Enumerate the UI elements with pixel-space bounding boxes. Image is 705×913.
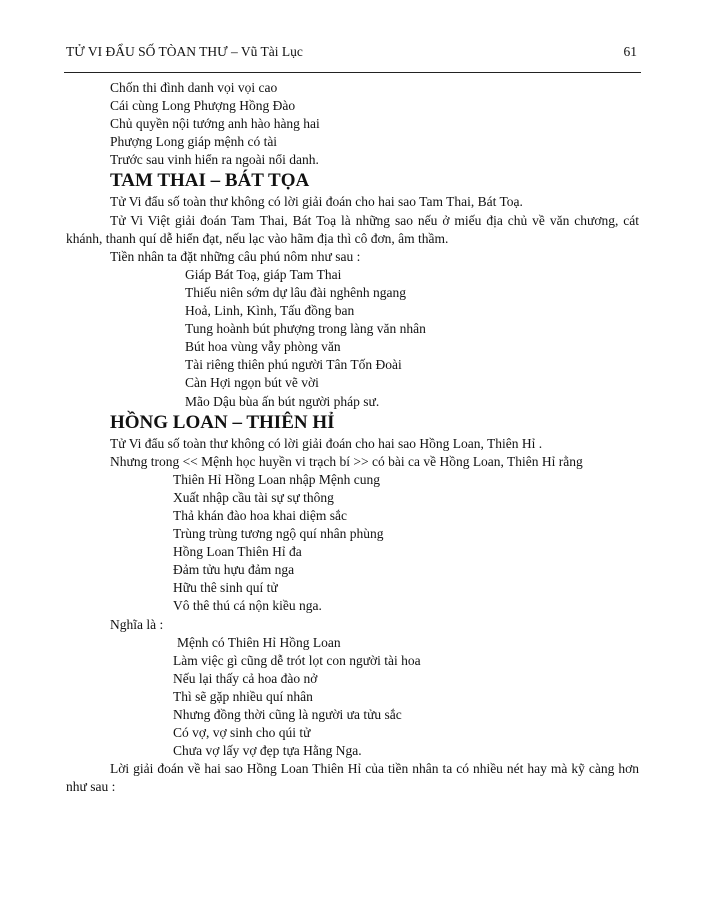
- page-header: [66, 42, 639, 62]
- verse-line: Càn Hợi ngọn bút vẽ vời: [185, 375, 319, 391]
- intro-verse: [66, 79, 639, 169]
- header-rule: [64, 72, 641, 73]
- paragraph: [66, 212, 639, 248]
- verse-line: Nhưng đồng thời cũng là người ưa tửu sắc: [173, 707, 402, 722]
- verse-line: Thả khán đào hoa khai diệm sắc: [173, 507, 347, 523]
- meaning-verse-block: [66, 634, 639, 761]
- verse-line: Trước sau vinh hiển ra ngoài nổi danh.: [110, 152, 319, 168]
- header-title: TỬ VI ĐẨU SỐ TÒAN THƯ – Vũ Tài Lục: [66, 44, 303, 59]
- verse-line: Thiếu niên sớm dự lâu đài nghênh ngang: [185, 284, 407, 300]
- verse-line: Tung hoành bút phượng trong làng văn nhân: [185, 321, 426, 337]
- verse-line: Có vợ, vợ sinh cho qúi tử: [173, 725, 311, 741]
- verse-block: [66, 266, 639, 411]
- verse-line: Cái cùng Long Phượng Hồng Đào: [110, 98, 296, 114]
- verse-line: Chủ quyền nội tướng anh hào hàng hai: [110, 116, 320, 132]
- section-heading-tam-thai: TAM THAI – BÁT TỌA: [110, 170, 310, 192]
- paragraph-line: Nhưng trong << Mệnh học huyền vi trạch bí >> có bài ca về Hồng Loan, Thiên Hỉ rằng: [110, 453, 583, 469]
- verse-line: Thiên Hỉ Hồng Loan nhập Mệnh cung: [173, 471, 380, 487]
- verse-block: [66, 471, 639, 616]
- paragraph-text: Lời giải đoán về hai sao Hồng Loan Thiên Hỉ của tiền nhân ta có nhiều nét hay mà kỹ càng hơn như sau :: [66, 761, 639, 795]
- verse-line: Đảm tửu hựu đảm nga: [173, 562, 295, 578]
- verse-line: Tài riêng thiên phú người Tân Tốn Đoài: [185, 357, 402, 373]
- verse-line: Mệnh có Thiên Hỉ Hồng Loan: [177, 634, 341, 650]
- verse-line: Trùng trùng tương ngộ quí nhân phùng: [173, 526, 384, 542]
- page-body: [66, 79, 639, 796]
- page-number: 61: [623, 44, 637, 59]
- verse-line: Mão Dậu bùa ấn bút người pháp sư.: [185, 393, 380, 409]
- verse-line: Vô thê thú cá nộn kiều nga.: [173, 598, 322, 614]
- meaning-label: Nghĩa là :: [110, 616, 164, 632]
- verse-line: Xuất nhập cầu tài sự sự thông: [173, 489, 334, 505]
- verse-line: Phượng Long giáp mệnh có tài: [110, 134, 278, 150]
- verse-line: Chốn thi đình danh vọi vọi cao: [110, 80, 278, 95]
- paragraph-line: Tử Vi đẩu số toàn thư không có lời giải đoán cho hai sao Tam Thai, Bát Toạ.: [110, 194, 523, 210]
- verse-line: Hoả, Linh, Kình, Tấu đồng ban: [185, 303, 355, 319]
- paragraph-line: Tiền nhân ta đặt những câu phú nôm như sau :: [110, 248, 361, 264]
- closing-paragraph: [66, 760, 639, 796]
- verse-line: Nếu lại thấy cả hoa đào nở: [173, 670, 318, 686]
- verse-line: Thì sẽ gặp nhiều quí nhân: [173, 688, 313, 704]
- paragraph-line: Tử Vi đẩu số toàn thư không có lời giải đoán cho hai sao Hồng Loan, Thiên Hỉ .: [110, 435, 543, 451]
- verse-line: Hồng Loan Thiên Hỉ đa: [173, 544, 302, 560]
- verse-line: Làm việc gì cũng dễ trót lọt con người tài hoa: [173, 652, 421, 668]
- verse-line: Chưa vợ lấy vợ đẹp tựa Hằng Nga.: [173, 743, 362, 759]
- verse-line: Hữu thê sinh quí tử: [173, 580, 278, 596]
- verse-line: Giáp Bát Toạ, giáp Tam Thai: [185, 266, 342, 282]
- section-heading-hong-loan: HỒNG LOAN – THIÊN HỈ: [110, 411, 335, 433]
- paragraph-text: Tử Vi Việt giải đoán Tam Thai, Bát Toạ là những sao nếu ở miếu địa chủ về văn chương, cát khánh, thanh quí dễ hiển đạt, nếu lạc vào hãm địa thì cô đơn, âm thầm.: [66, 212, 639, 246]
- verse-line: Bút hoa vùng vẫy phòng văn: [185, 339, 341, 355]
